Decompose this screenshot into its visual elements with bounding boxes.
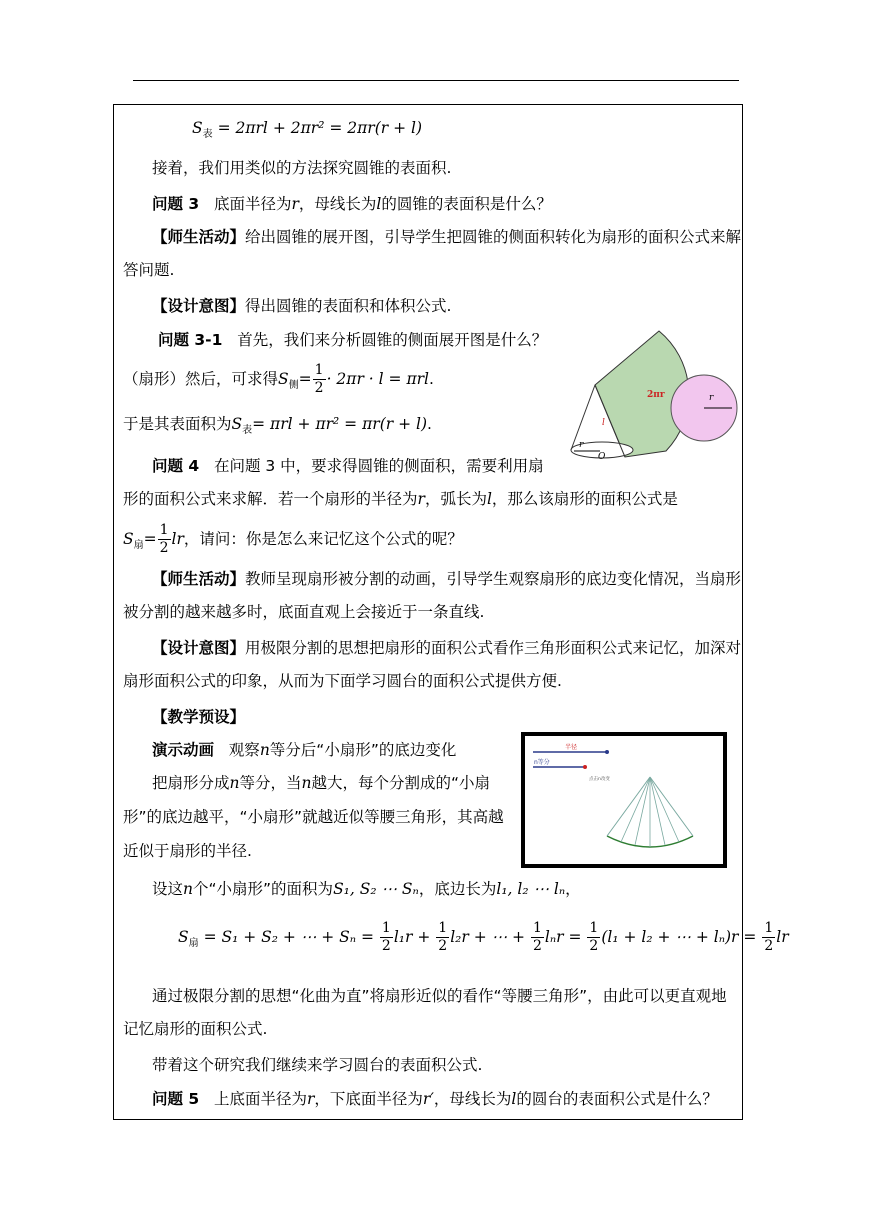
arc-length-label: 2πr: [647, 390, 665, 400]
intro-text: 接着，我们用类似的方法探究圆锥的表面积.: [152, 159, 452, 177]
circle-radius-label: r: [709, 393, 714, 403]
lateral-area-formula: （扇形）然后，可求得$S_侧=$ $\frac{1}{2}$ · 2πr · l = πrl.: [123, 362, 434, 396]
center-label: O: [598, 452, 606, 462]
slant-label: l: [602, 418, 605, 428]
question-4-line3: $S_扇=$ $\frac{1}{2}$ lr，请问：你是怎么来记忆这个公式的呢？: [123, 522, 463, 556]
demo-body-line3: 近似于扇形的半径.: [123, 842, 252, 860]
design-intent-2: 【设计意图】用极限分割的思想把扇形的面积公式看作三角形面积公式来记忆，加深对: [152, 639, 742, 657]
set-n-sectors-line: 设这n个“小扇形”的面积为S₁, S₂ ⋯ Sₙ，底边长为l₁, l₂ ⋯ lₙ，: [152, 880, 581, 898]
design-intent-2-cont: 扇形面积公式的印象，从而为下面学习圆台的面积公式提供方便.: [123, 672, 562, 690]
question-4-line2: 形的面积公式来求解．若一个扇形的半径为r，弧长为l，那么该扇形的面积公式是: [123, 490, 678, 508]
continue-line: 带着这个研究我们继续来学习圆台的表面积公式.: [152, 1056, 483, 1074]
radius-slider-handle[interactable]: [605, 750, 609, 754]
fan-divider: [650, 777, 679, 842]
question-4: 问题 4 在问题 3 中，要求得圆锥的侧面积，需要利用扇: [152, 457, 544, 475]
question-3: 问题 3 底面半径为r，母线长为l的圆锥的表面积是什么？: [152, 195, 552, 213]
design-intent-1: 【设计意图】得出圆锥的表面积和体积公式.: [152, 297, 452, 315]
teacher-activity-2: 【师生活动】教师呈现扇形被分割的动画，引导学生观察扇形的底边变化情况，当扇形: [152, 570, 742, 588]
question-3-1: 问题 3-1 首先，我们来分析圆锥的侧面展开图是什么？: [158, 331, 548, 349]
teaching-preset-heading: 【教学预设】: [152, 708, 246, 726]
demo-animation-line: 演示动画 观察n等分后“小扇形”的底边变化: [152, 741, 457, 759]
demo-body-line2: 形”的底边越平，“小扇形”就越近似等腰三角形，其高越: [123, 808, 504, 826]
teacher-activity-2-cont: 被分割的越来越多时，底面直观上会接近于一条直线.: [123, 603, 485, 621]
sector-sum-formula: $S_扇 = S_1 + S_2$ + ⋯ + Sₙ = $\frac{1}{2}$ l₁r + $\frac{1}{2}$ l₂r + ⋯ + $\frac{1}{2}$ lₙr = $\frac{1}{2}$ (l₁ + l₂ + ⋯ + lₙ)r = $\frac{1}{2}$ lr: [178, 920, 789, 954]
radius-slider-label: 半径: [565, 744, 578, 751]
fan-divider: [621, 777, 650, 842]
limit-idea-line1: 通过极限分割的思想“化曲为直”将扇形近似的看作“等腰三角形”，由此可以更直观地: [152, 987, 727, 1005]
cylinder-surface-formula: $S_表 = 2\pi rl + 2\pi r^2 = 2\pi r(r + l)$: [192, 119, 423, 140]
demo-body-line1: 把扇形分成n等分，当n越大，每个分割成的“小扇: [152, 774, 491, 792]
sector-animation-figure: [521, 732, 727, 868]
cone-development-figure: [562, 325, 738, 465]
question-5: 问题 5 上底面半径为r，下底面半径为r′，母线长为l的圆台的表面积公式是什么？: [152, 1090, 718, 1108]
n-slider-label: n等分: [534, 759, 550, 766]
teacher-activity-1: 【师生活动】给出圆锥的展开图，引导学生把圆锥的侧面积转化为扇形的面积公式来解: [152, 228, 742, 246]
n-slider-handle[interactable]: [583, 765, 587, 769]
cone-total-area-formula: 于是其表面积为$S_表= \pi rl + \pi r^2 = \pi r(r + l)$.: [123, 415, 432, 436]
animation-note: 点击n改变: [589, 777, 610, 782]
header-rule: [133, 80, 739, 81]
limit-idea-line2: 记忆扇形的面积公式.: [123, 1020, 268, 1038]
teacher-activity-1-cont: 答问题.: [123, 261, 175, 279]
base-radius-label: r: [579, 440, 584, 450]
